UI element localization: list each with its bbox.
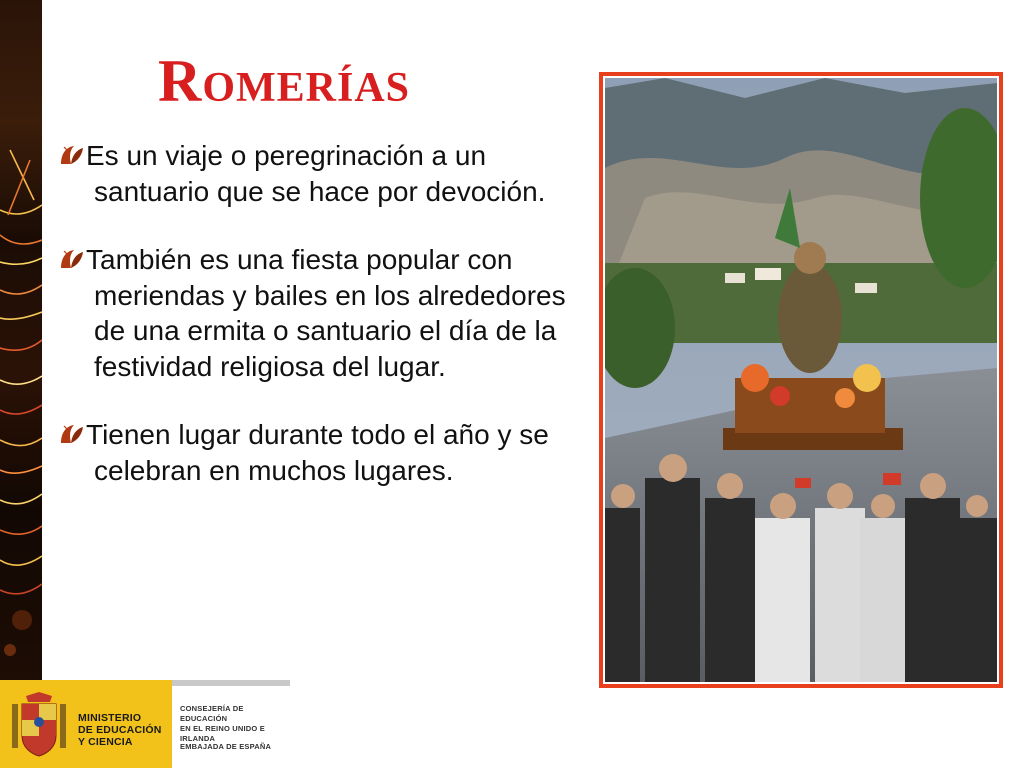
ministerio-label: MINISTERIO DE EDUCACIÓN Y CIENCIA: [78, 712, 162, 748]
footer-logos: [0, 680, 1024, 768]
fleur-flower-icon: [58, 423, 84, 445]
bullet-list: [58, 138, 598, 521]
bullet-text: También es una fiesta popular con meriendas y bailes en los alrededores de una ermita o santuario el día de la festividad religiosa del lugar.: [86, 244, 566, 382]
bullet-text: Tienen lugar durante todo el año y se celebran en muchos lugares.: [86, 419, 549, 486]
consejeria-logo: [172, 680, 290, 768]
embajada-label: EMBAJADA DE ESPAÑA: [180, 742, 272, 751]
ministerio-logo: [0, 680, 172, 768]
bullet-item: [58, 138, 598, 209]
slide-title: Romerías: [158, 48, 411, 114]
consejeria-label: CONSEJERÍA DE EDUCACIÓN EN EL REINO UNIDO E IRLANDA: [180, 704, 265, 743]
fireworks-decoration: [0, 0, 42, 680]
coat-of-arms-icon: [8, 690, 70, 760]
bullet-item: [58, 417, 598, 488]
romeria-photo: [599, 72, 1003, 688]
fleur-flower-icon: [58, 144, 84, 166]
bullet-text: Es un viaje o peregrinación a un santuario que se hace por devoción.: [86, 140, 546, 207]
bullet-item: [58, 242, 598, 384]
fireworks-side-strip: [0, 0, 42, 680]
fleur-flower-icon: [58, 248, 84, 270]
procession-photo-illustration: [605, 78, 997, 682]
